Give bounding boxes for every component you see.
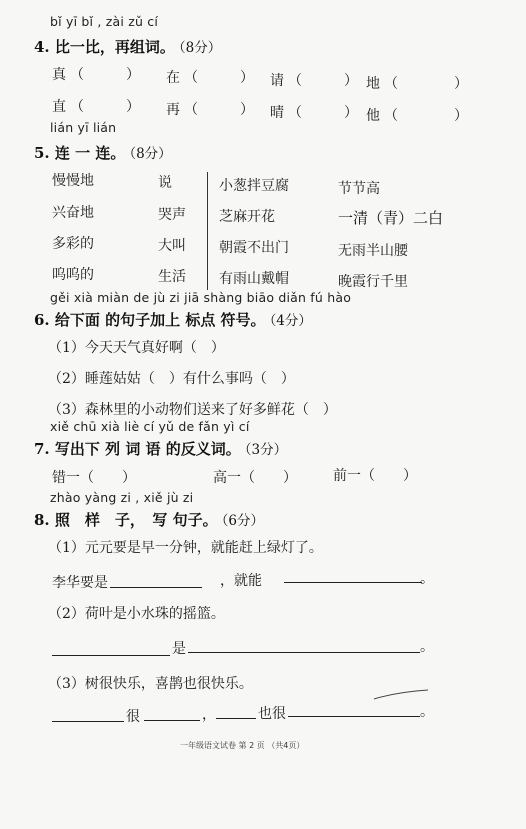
q8-blank[interactable] [52,655,170,656]
q4-title-text: 4. 比一比，再组词。 [34,38,175,56]
q8-title-text: 8. 照 样 子， 写 句子。 [34,511,218,529]
q7-score: （3分） [244,442,288,458]
pencil-mark [372,688,432,702]
q5-item: 多彩的 [52,236,94,252]
q4-paren[interactable]: （ ） [288,105,358,121]
q4-paren[interactable]: （ ） [184,70,254,86]
q4-char: 他 [366,108,380,124]
q8-blank[interactable] [216,718,256,719]
q5-item: 生活 [158,269,186,285]
q7-title [34,438,287,459]
q8-blank[interactable] [52,721,124,722]
q8-fill-text: 李华要是 [52,575,108,591]
q8-blank[interactable] [284,582,422,583]
q8-title [34,509,264,530]
q6-item: （3）森林里的小动物们送来了好多鲜花（ ） [48,402,337,418]
q8-blank[interactable] [288,716,420,717]
q8-fill-text: 是 [172,641,186,657]
q8-fill-text: ，就能 [220,573,262,589]
q5-item: 一清（青）二白 [338,209,444,227]
q4-score: （8分） [178,40,222,56]
column-divider [207,172,208,290]
q5-item: 慢慢地 [52,173,94,189]
q5-score: （8分） [129,146,172,162]
pinyin-q4: bǐ yī bǐ , zài zǔ cí [50,14,159,29]
q8-example: （3）树很快乐，喜鹊也很快乐。 [48,676,253,692]
q4-char: 地 [366,76,380,92]
q6-score: （4分） [269,313,312,329]
q8-fill-end: 。 [420,571,434,587]
q4-paren[interactable]: （ ） [70,99,140,115]
q4-char: 真 [52,67,66,83]
q4-title [34,36,221,57]
q5-item: 朝霞不出门 [219,240,289,256]
q6-item: （2）睡莲姑姑（ ）有什么事吗（ ） [48,371,295,387]
q4-char: 晴 [270,105,284,121]
q8-blank[interactable] [144,720,200,721]
q8-fill-text: 也很 [258,706,286,722]
pinyin-q7: xiě chū xià liè cí yǔ de fǎn yì cí [50,419,250,434]
q4-paren[interactable]: （ ） [384,76,468,92]
q8-fill-text: ， [202,707,216,723]
q6-title-text: 6. 给下面 的句子加上 标点 符号。 [34,311,266,329]
q8-score: （6分） [221,513,264,529]
q5-item: 说 [158,175,172,191]
q8-blank[interactable] [110,587,202,588]
q5-title-text: 5. 连 一 连。 [34,144,126,162]
q7-item[interactable]: 错一（ ） [52,470,136,486]
q8-fill-end: 。 [420,639,434,655]
q5-item: 大叫 [158,238,186,254]
q4-paren[interactable]: （ ） [70,67,140,83]
q6-item: （1）今天天气真好啊（ ） [48,340,225,356]
pinyin-q6: gěi xià miàn de jù zi jiā shàng biāo diǎn fú hào [50,290,352,305]
q5-item: 有雨山戴帽 [219,271,289,287]
q4-char: 在 [166,70,180,86]
q4-paren[interactable]: （ ） [384,108,468,124]
q7-title-text: 7. 写出下 列 词 语 的反义词。 [34,440,241,458]
q4-char: 直 [52,99,66,115]
q4-char: 请 [270,73,284,89]
q5-title [34,142,172,163]
q8-fill-text: 很 [126,709,140,725]
q5-item: 无雨半山腰 [338,243,408,259]
q6-title [34,309,312,330]
q5-item: 芝麻开花 [219,209,275,225]
q5-item: 晚霞行千里 [338,274,408,290]
q5-item: 呜呜的 [52,267,94,283]
q5-item: 哭声 [158,207,186,223]
q8-blank[interactable] [188,652,420,653]
q8-example: （1）元元要是早一分钟，就能赶上绿灯了。 [48,540,323,556]
q4-paren[interactable]: （ ） [184,102,254,118]
page-footer: 一年级语文试卷 第 2 页 （共4页） [180,741,305,750]
q8-example: （2）荷叶是小水珠的摇篮。 [48,606,225,622]
q4-char: 再 [166,102,180,118]
q8-fill-end: 。 [420,704,434,720]
q5-item: 节节高 [338,181,380,197]
q7-item[interactable]: 前一（ ） [333,468,417,484]
q5-item: 小葱拌豆腐 [219,178,289,194]
q5-item: 兴奋地 [52,205,94,221]
pinyin-q5: lián yī lián [50,120,117,135]
q7-item[interactable]: 高一（ ） [213,470,297,486]
pinyin-q8: zhào yàng zi , xiě jù zi [50,490,194,505]
q4-paren[interactable]: （ ） [288,73,358,89]
